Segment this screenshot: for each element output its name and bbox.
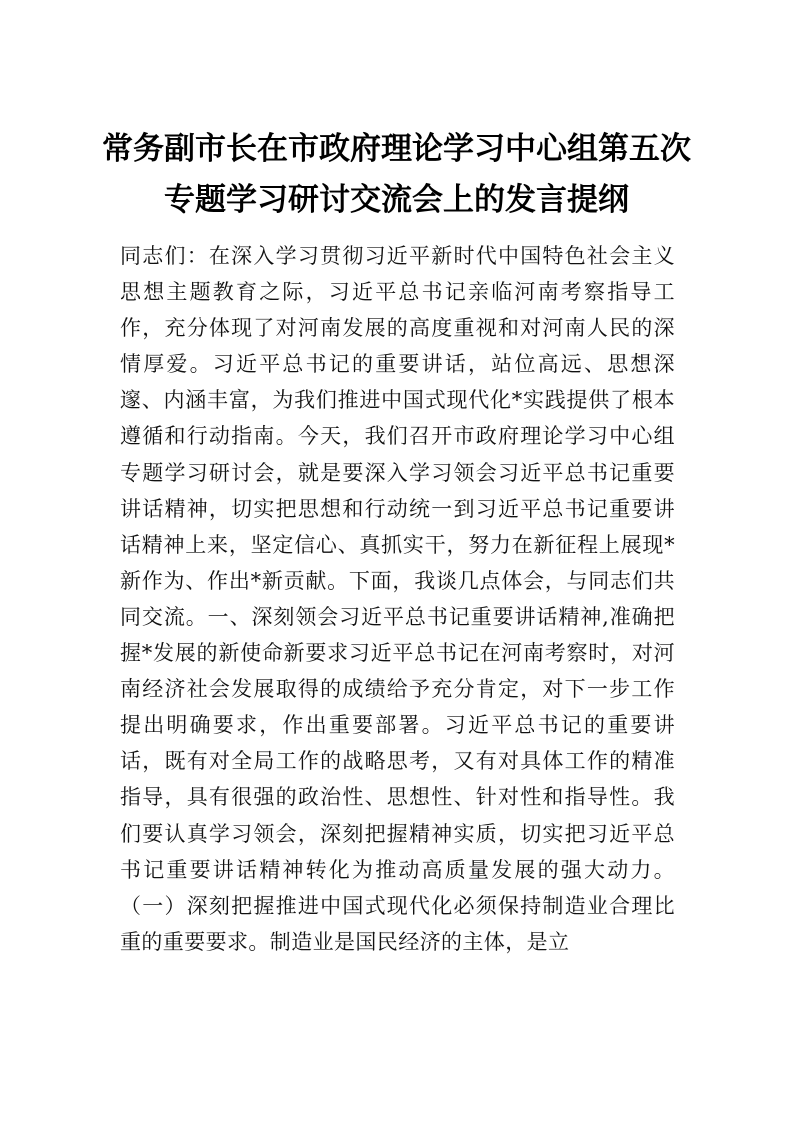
document-body: 同志们：在深入学习贯彻习近平新时代中国特色社会主义思想主题教育之际，习近平总书记亲临河南考察指导工作，充分体现了对河南发展的高度重视和对河南人民的深情厚爱。习近平总书记的重要讲话，站位高远、思想深邃、内涵丰富，为我们推进中国式现代化*实践提供了根本遵循和行动指南。今天，我们召开市政府理论学习中心组专题学习研讨会，就是要深入学习领会习近平总书记重要讲话精神，切实把思想和行动统一到习近平总书记重要讲话精神上来，坚定信心、真抓实干，努力在新征程上展现*新作为、作出*新贡献。下面，我谈几点体会，与同志们共同交流。一、深刻领会习近平总书记重要讲话精神,准确把握*发展的新使命新要求习近平总书记在河南考察时，对河南经济社会发展取得的成绩给予充分肯定，对下一步工作提出明确要求，作出重要部署。习近平总书记的重要讲话，既有对全局工作的战略思考，又有对具体工作的精准指导，具有很强的政治性、思想性、针对性和指导性。我们要认真学习领会，深刻把握精神实质，切实把习近平总书记重要讲话精神转化为推动高质量发展的强大动力。（一）深刻把握推进中国式现代化必须保持制造业合理比重的重要要求。制造业是国民经济的主体，是立 bbox=[120, 244, 675, 954]
document-title: 常务副市长在市政府理论学习中心组第五次专题学习研讨交流会上的发言提纲 bbox=[102, 131, 691, 218]
